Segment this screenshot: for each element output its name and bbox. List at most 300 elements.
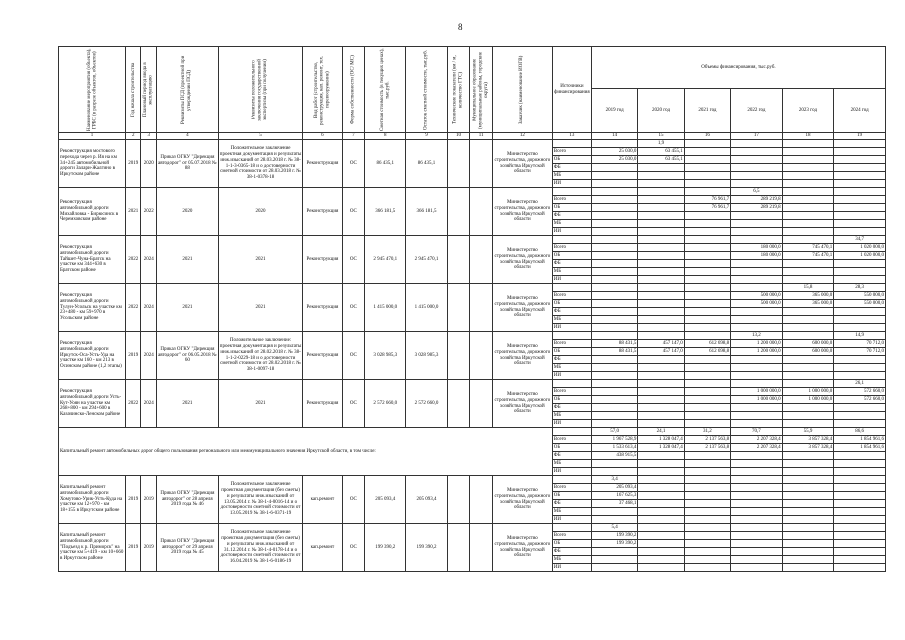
- funding-cell: [638, 204, 684, 212]
- funding-cell: [684, 228, 730, 236]
- source-label: МБ: [552, 460, 591, 468]
- source-label: Всего: [552, 244, 591, 252]
- funding-cell: [731, 548, 783, 556]
- funding-cell: [684, 284, 730, 292]
- funding-cell: 289 219,8: [731, 204, 783, 212]
- psd-details: Приказ ОГКУ "Дирекция автодорог" от 05.07.2018 № 88: [156, 140, 218, 188]
- funding-cell: [591, 188, 637, 196]
- source-empty: [552, 188, 591, 196]
- funding-cell: 199 390,2: [591, 540, 637, 548]
- year-end: 2024: [141, 380, 156, 428]
- funding-cell: 1 200 000,0: [731, 348, 783, 356]
- source-label: Всего: [552, 292, 591, 300]
- funding-cell: [591, 220, 637, 228]
- funding-cell: [638, 468, 684, 476]
- year-end: 2019: [141, 524, 156, 572]
- header-year: 2024 год: [834, 88, 886, 132]
- column-number: 7: [342, 133, 365, 140]
- header-remaining: Остаток сметной стоимости, тыс.руб.: [406, 47, 447, 133]
- source-empty: [552, 476, 591, 484]
- funding-cell: [638, 316, 684, 324]
- funding-cell: [782, 156, 834, 164]
- source-empty: [552, 284, 591, 292]
- funding-cell: [638, 324, 684, 332]
- source-empty: [552, 236, 591, 244]
- header-estimate: Сметная стоимость (в текущих ценах), тыс.руб.: [365, 47, 406, 133]
- remaining-cost: 199 390,2: [406, 524, 447, 572]
- funding-cell: [782, 476, 834, 484]
- customer: Министерство строительства, дорожного хозяйства Иркутской области: [492, 524, 552, 572]
- funding-cell: [638, 508, 684, 516]
- source-label: Всего: [552, 388, 591, 396]
- funding-cell: [684, 324, 730, 332]
- funding-cell: [638, 476, 684, 484]
- funding-cell: [782, 316, 834, 324]
- funding-cell: [731, 556, 783, 564]
- funding-cell: 88 431,5: [591, 340, 637, 348]
- funding-cell: [684, 476, 730, 484]
- customer: Министерство строительства, дорожного хозяйства Иркутской области: [492, 332, 552, 380]
- funding-cell: [731, 156, 783, 164]
- funding-cell: [731, 260, 783, 268]
- funding-cell: [591, 564, 637, 572]
- funding-cell: 600 000,0: [782, 340, 834, 348]
- source-empty: [552, 380, 591, 388]
- funding-cell: [782, 420, 834, 428]
- capacity: [447, 524, 470, 572]
- funding-cell: [731, 308, 783, 316]
- table-row: [59, 428, 886, 436]
- table-row: [59, 524, 886, 532]
- funding-cell: [731, 140, 783, 148]
- funding-cell: 612 698,8: [684, 348, 730, 356]
- funding-cell: 438 915,5: [591, 452, 637, 460]
- funding-cell: [684, 468, 730, 476]
- funding-cell: [731, 148, 783, 156]
- funding-cell: [782, 492, 834, 500]
- funding-cell: 3,4: [591, 476, 637, 484]
- funding-cell: [638, 492, 684, 500]
- funding-cell: 365 000,0: [782, 292, 834, 300]
- funding-cell: [638, 548, 684, 556]
- funding-cell: [731, 564, 783, 572]
- remaining-cost: 3 028 985,3: [406, 332, 447, 380]
- funding-cell: [834, 540, 886, 548]
- psd-details: Приказ ОГКУ "Дирекция автодорог" от 28 апреля 2019 года № 46: [156, 476, 218, 524]
- funding-cell: [684, 500, 730, 508]
- funding-cell: [834, 156, 886, 164]
- source-label: МБ: [552, 220, 591, 228]
- funding-cell: [731, 268, 783, 276]
- funding-cell: [731, 228, 783, 236]
- funding-cell: [782, 500, 834, 508]
- funding-cell: [638, 516, 684, 524]
- funding-cell: [591, 316, 637, 324]
- funding-cell: [638, 500, 684, 508]
- table-body: [59, 47, 886, 572]
- funding-cell: [638, 452, 684, 460]
- funding-cell: [731, 468, 783, 476]
- funding-cell: [638, 564, 684, 572]
- funding-cell: [684, 300, 730, 308]
- funding-cell: [731, 276, 783, 284]
- source-empty: [552, 428, 591, 436]
- column-number: 1: [59, 133, 126, 140]
- funding-cell: [782, 276, 834, 284]
- source-label: Всего: [552, 196, 591, 204]
- funding-cell: [684, 140, 730, 148]
- funding-cell: [834, 196, 886, 204]
- expertise-details: Положительное заключение проектная документация (без сметы) и результаты инж.изысканий от 31.12.2014 г. № 38-1-4-0178-14 и о достоверности сметной стоимости от 16.04.2019 № 38-1-6-0186-19: [218, 524, 303, 572]
- column-number: 11: [470, 133, 493, 140]
- funding-cell: 76 961,7: [684, 204, 730, 212]
- funding-cell: [834, 564, 886, 572]
- funding-cell: 88 431,5: [591, 348, 637, 356]
- funding-cell: [731, 500, 783, 508]
- customer: Министерство строительства, дорожного хозяйства Иркутской области: [492, 140, 552, 188]
- customer: Министерство строительства, дорожного хозяйства Иркутской области: [492, 380, 552, 428]
- object-name: Реконструкция мостового перехода через р. Ия на км 34+245 автомобильной дороги Залари-Жалгино в Иркутском районе: [59, 140, 126, 188]
- object-name: Реконструкция автомобильной дороги Тайшет-Чуна-Братск на участке км 344+630 в Братском районе: [59, 236, 126, 284]
- header-year: 2022 год: [731, 88, 783, 132]
- funding-cell: [731, 412, 783, 420]
- funding-cell: [684, 516, 730, 524]
- financing-table: [58, 46, 886, 572]
- table-row: [59, 380, 886, 388]
- funding-cell: [684, 524, 730, 532]
- funding-cell: [834, 188, 886, 196]
- capacity: [447, 140, 470, 188]
- funding-cell: 63 455,1: [638, 156, 684, 164]
- funding-cell: [834, 412, 886, 420]
- funding-cell: [591, 180, 637, 188]
- funding-cell: [684, 532, 730, 540]
- funding-cell: [638, 252, 684, 260]
- funding-cell: [638, 292, 684, 300]
- funding-cell: [731, 316, 783, 324]
- funding-cell: [782, 468, 834, 476]
- source-label: МБ: [552, 412, 591, 420]
- source-label: ФБ: [552, 308, 591, 316]
- funding-cell: [638, 532, 684, 540]
- funding-cell: 86,6: [834, 428, 886, 436]
- column-number: 18: [782, 133, 834, 140]
- source-label: ИИ: [552, 372, 591, 380]
- remaining-cost: 2 572 660,0: [406, 380, 447, 428]
- funding-cell: [684, 156, 730, 164]
- year-end: 2022: [141, 188, 156, 236]
- estimate-cost: 205 093,4: [365, 476, 406, 524]
- funding-cell: 24,1: [638, 428, 684, 436]
- funding-cell: [782, 140, 834, 148]
- psd-details: 2021: [156, 284, 218, 332]
- header-year: 2019 год: [591, 88, 637, 132]
- funding-cell: [591, 276, 637, 284]
- funding-cell: [731, 516, 783, 524]
- year-end: 2024: [141, 236, 156, 284]
- ownership: ОС: [342, 284, 365, 332]
- source-label: ИИ: [552, 228, 591, 236]
- funding-cell: [684, 244, 730, 252]
- source-label: ФБ: [552, 164, 591, 172]
- funding-cell: 1 020 000,0: [834, 244, 886, 252]
- funding-cell: [591, 228, 637, 236]
- column-number: 15: [638, 133, 684, 140]
- customer: Министерство строительства, дорожного хозяйства Иркутской области: [492, 188, 552, 236]
- funding-cell: [834, 164, 886, 172]
- funding-cell: 31,2: [684, 428, 730, 436]
- source-label: МБ: [552, 268, 591, 276]
- funding-cell: [638, 188, 684, 196]
- funding-cell: 1,9: [638, 140, 684, 148]
- funding-cell: [731, 452, 783, 460]
- funding-cell: [684, 372, 730, 380]
- funding-cell: 745 470,1: [782, 244, 834, 252]
- estimate-cost: 199 390,2: [365, 524, 406, 572]
- psd-details: 2021: [156, 380, 218, 428]
- table-row: [59, 188, 886, 196]
- funding-cell: [591, 172, 637, 180]
- funding-cell: 457 147,0: [638, 348, 684, 356]
- funding-cell: [638, 172, 684, 180]
- capacity: [447, 284, 470, 332]
- funding-cell: 572 660,0: [834, 396, 886, 404]
- expertise-details: Положительное заключение: проектная документация и результаты инж.изысканий от 28.02.2018 г. № 38-1-1-2-0229-18 и о достоверности сметной стоимости от 28.02.2018 г. № 38-1-0097-18: [218, 332, 303, 380]
- funding-cell: 5,4: [591, 524, 637, 532]
- remaining-cost: 86 435,1: [406, 140, 447, 188]
- source-label: ИИ: [552, 468, 591, 476]
- funding-cell: [782, 460, 834, 468]
- funding-cell: 1 000 000,0: [782, 396, 834, 404]
- source-label: ФБ: [552, 404, 591, 412]
- work-type: Реконструкция: [303, 140, 342, 188]
- ownership: ОС: [342, 236, 365, 284]
- funding-cell: 1 328 047,4: [638, 436, 684, 444]
- funding-cell: [782, 524, 834, 532]
- expertise-details: Положительное заключение проектная документация (без сметы) и результаты инж.изысканий от 13.05.2014 г. № 38-1-4-0016-14 и о достоверности сметной стоимости от 13.05.2019 № 38-1-6-0371-19: [218, 476, 303, 524]
- funding-cell: [638, 196, 684, 204]
- source-label: ОБ: [552, 252, 591, 260]
- municipality: [470, 284, 493, 332]
- funding-cell: 167 625,3: [591, 492, 637, 500]
- work-type: Реконструкция: [303, 332, 342, 380]
- funding-cell: [684, 364, 730, 372]
- municipality: [470, 236, 493, 284]
- funding-cell: [684, 356, 730, 364]
- funding-cell: [638, 396, 684, 404]
- header-capacity: Технические показатели (км / м, количество ГТС): [447, 47, 470, 133]
- column-number: 19: [834, 133, 886, 140]
- remaining-cost: 2 945 470,1: [406, 236, 447, 284]
- funding-cell: [591, 388, 637, 396]
- column-number: 17: [731, 133, 783, 140]
- source-label: ФБ: [552, 356, 591, 364]
- funding-cell: [782, 372, 834, 380]
- funding-cell: 199 390,2: [591, 532, 637, 540]
- funding-cell: [638, 364, 684, 372]
- source-label: ФБ: [552, 500, 591, 508]
- column-number: 10: [447, 133, 470, 140]
- funding-cell: [731, 180, 783, 188]
- psd-details: 2021: [156, 236, 218, 284]
- remaining-cost: 205 093,4: [406, 476, 447, 524]
- funding-cell: [782, 324, 834, 332]
- funding-cell: [591, 300, 637, 308]
- work-type: Реконструкция: [303, 380, 342, 428]
- funding-cell: [591, 404, 637, 412]
- funding-cell: 34,7: [834, 236, 886, 244]
- funding-cell: [731, 420, 783, 428]
- funding-cell: 572 660,0: [834, 388, 886, 396]
- funding-cell: [834, 276, 886, 284]
- source-label: ФБ: [552, 212, 591, 220]
- funding-cell: [638, 260, 684, 268]
- customer: Министерство строительства, дорожного хозяйства Иркутской области: [492, 236, 552, 284]
- funding-cell: [834, 260, 886, 268]
- column-number: 4: [156, 133, 218, 140]
- year-start: 2022: [126, 236, 141, 284]
- source-label: ИИ: [552, 324, 591, 332]
- funding-cell: 3 857 328,4: [782, 436, 834, 444]
- funding-cell: [591, 244, 637, 252]
- funding-cell: [834, 140, 886, 148]
- funding-cell: [731, 220, 783, 228]
- funding-cell: [782, 332, 834, 340]
- capital-repair-title: Капитальный ремонт автомобильных дорог общего пользования регионального или межмуниципального значения Иркутской области, в том числе:: [59, 428, 553, 476]
- funding-cell: [638, 300, 684, 308]
- year-start: 2022: [126, 284, 141, 332]
- source-empty: [552, 524, 591, 532]
- funding-cell: [731, 164, 783, 172]
- funding-cell: [782, 172, 834, 180]
- funding-cell: [834, 460, 886, 468]
- funding-cell: [782, 412, 834, 420]
- funding-cell: [684, 452, 730, 460]
- funding-cell: [782, 356, 834, 364]
- funding-cell: [591, 332, 637, 340]
- ownership: ОС: [342, 140, 365, 188]
- funding-cell: 15,8: [782, 284, 834, 292]
- source-label: ОБ: [552, 348, 591, 356]
- column-number: 6: [303, 133, 342, 140]
- object-name: Капитальный ремонт автомобильной дороги Хомутово-Урик-Усть-Куда на участке км 12+970 - км 18+155 в Иркутском районе: [59, 476, 126, 524]
- funding-cell: [834, 228, 886, 236]
- funding-cell: [684, 236, 730, 244]
- funding-cell: [684, 332, 730, 340]
- funding-cell: 63 455,1: [638, 148, 684, 156]
- source-label: ОБ: [552, 444, 591, 452]
- column-number: 9: [406, 133, 447, 140]
- funding-cell: 1 328 047,4: [638, 444, 684, 452]
- capacity: [447, 188, 470, 236]
- source-label: ИИ: [552, 564, 591, 572]
- funding-cell: [731, 524, 783, 532]
- funding-cell: [591, 260, 637, 268]
- year-start: 2019: [126, 140, 141, 188]
- funding-cell: [834, 404, 886, 412]
- work-type: кап.ремонт: [303, 524, 342, 572]
- funding-cell: [782, 548, 834, 556]
- funding-cell: [684, 396, 730, 404]
- source-label: ОБ: [552, 156, 591, 164]
- work-type: Реконструкция: [303, 236, 342, 284]
- funding-cell: [591, 356, 637, 364]
- funding-cell: [782, 308, 834, 316]
- municipality: [470, 380, 493, 428]
- column-number: 8: [365, 133, 406, 140]
- funding-cell: [782, 204, 834, 212]
- year-end: 2019: [141, 476, 156, 524]
- funding-cell: [591, 252, 637, 260]
- funding-cell: 57,0: [591, 428, 637, 436]
- funding-cell: [731, 492, 783, 500]
- source-label: МБ: [552, 508, 591, 516]
- funding-cell: [834, 148, 886, 156]
- funding-cell: [638, 460, 684, 468]
- funding-cell: [591, 324, 637, 332]
- year-end: 2020: [141, 140, 156, 188]
- funding-cell: [591, 140, 637, 148]
- funding-cell: [834, 524, 886, 532]
- source-label: ОБ: [552, 492, 591, 500]
- funding-cell: [731, 236, 783, 244]
- table-row: [59, 332, 886, 340]
- funding-cell: [782, 484, 834, 492]
- funding-cell: [684, 316, 730, 324]
- funding-cell: [834, 356, 886, 364]
- header-ownership: Форма собственности (ОС/ МС): [342, 47, 365, 133]
- funding-cell: [591, 468, 637, 476]
- funding-cell: [638, 388, 684, 396]
- funding-cell: [591, 292, 637, 300]
- funding-cell: 180 000,0: [731, 252, 783, 260]
- funding-cell: [834, 484, 886, 492]
- funding-cell: [834, 548, 886, 556]
- customer: Министерство строительства, дорожного хозяйства Иркутской области: [492, 476, 552, 524]
- funding-cell: [591, 364, 637, 372]
- funding-cell: [731, 172, 783, 180]
- municipality: [470, 476, 493, 524]
- funding-cell: [782, 228, 834, 236]
- funding-cell: [638, 244, 684, 252]
- funding-cell: [782, 236, 834, 244]
- funding-cell: [782, 540, 834, 548]
- source-label: Всего: [552, 532, 591, 540]
- funding-cell: [638, 236, 684, 244]
- source-label: Всего: [552, 340, 591, 348]
- funding-cell: 2 207 328,4: [731, 436, 783, 444]
- funding-cell: [591, 380, 637, 388]
- funding-cell: [834, 476, 886, 484]
- funding-cell: 55,9: [782, 428, 834, 436]
- funding-cell: [834, 180, 886, 188]
- funding-cell: [731, 212, 783, 220]
- funding-cell: 1 854 961,6: [834, 444, 886, 452]
- funding-cell: [638, 404, 684, 412]
- funding-cell: [591, 236, 637, 244]
- funding-cell: 1 000 000,0: [731, 388, 783, 396]
- funding-cell: [684, 148, 730, 156]
- funding-cell: [684, 260, 730, 268]
- funding-cell: [638, 164, 684, 172]
- funding-cell: [684, 484, 730, 492]
- funding-cell: [591, 196, 637, 204]
- capacity: [447, 236, 470, 284]
- funding-cell: [782, 556, 834, 564]
- ownership: ОС: [342, 476, 365, 524]
- funding-cell: [591, 420, 637, 428]
- funding-cell: [684, 508, 730, 516]
